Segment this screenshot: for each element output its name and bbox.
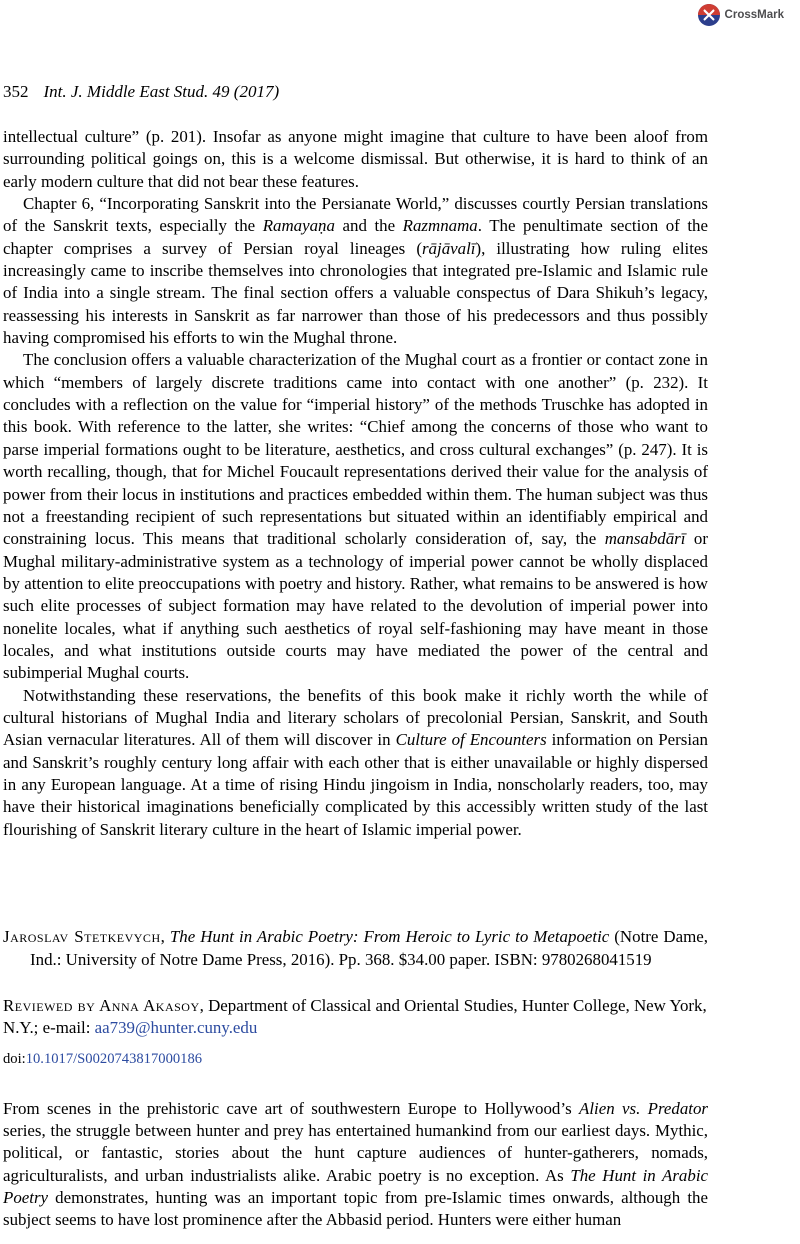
- crossmark-icon: [698, 4, 720, 26]
- review-entry: [3, 925, 708, 1232]
- reviewer-line: [3, 995, 708, 1040]
- journal-title: Int. J. Middle East Stud. 49 (2017): [43, 82, 280, 101]
- text-segment: and the: [334, 216, 403, 236]
- text-segment: mansabdārī: [604, 529, 686, 549]
- content-column: [3, 126, 708, 1232]
- text-segment: Culture of Encounters: [395, 730, 547, 750]
- paragraph-closing: [3, 685, 708, 841]
- email-link[interactable]: aa739@hunter.cuny.edu: [94, 1018, 258, 1038]
- text-segment: Ramayaṇa: [262, 216, 335, 236]
- text-segment: From scenes in the prehistoric cave art of southwestern Europe to Hollywood’s: [3, 1098, 579, 1118]
- text-segment: , Department of Classical and Oriental Studies, Hunter College, New York, N.Y.; e-mail:: [3, 996, 707, 1038]
- paragraph-conclusion: [3, 349, 708, 684]
- book-title: The Hunt in Arabic Poetry: From Heroic to Lyric to Metapoetic: [169, 927, 610, 946]
- text-segment: intellectual culture” (p. 201). Insofar as anyone might imagine that culture to have been aloof from surrounding political goings on, this is a welcome dismissal. But otherwise, it is hard to think of an early modern culture that did not bear these features.: [3, 127, 708, 191]
- text-segment: Notwithstanding these reservations, the benefits of this book make it richly worth the while of cultural historians of Mughal India and literary scholars of precolonial Persian, Sanskrit, and South Asian vernacular literatures. All of them will discover in: [3, 685, 708, 750]
- text-segment: or Mughal military-administrative system as a technology of imperial power cannot be wholly displaced by attention to elite preoccupations with poetry and history. Rather, what remains to be answered is how such elite processes of subject formation may have related to the devolution of imperial power into nonelite locales, what if anything such aesthetics of royal self-fashioning may have meant in those locales, and what institutions outside courts may have mediated the power of the central and subimperial Mughal courts.: [3, 529, 709, 683]
- paragraph-chapter6: [3, 193, 708, 349]
- text-segment: Razmnama: [402, 216, 478, 236]
- review-author-name: Jaroslav Stetkevych: [3, 927, 161, 946]
- page-number: 352: [3, 82, 29, 101]
- reviewer-name: Reviewed by Anna Akasoy: [3, 996, 200, 1015]
- text-segment: The Hunt in Arabic Poetry: [3, 1165, 709, 1208]
- doi-link[interactable]: 10.1017/S0020743817000186: [25, 1050, 203, 1067]
- text-segment: . The penultimate section of the chapter comprises a survey of Persian royal lineages (: [3, 216, 708, 258]
- text-segment: Alien vs. Predator: [579, 1098, 708, 1118]
- text-segment: rājāvalī: [421, 238, 476, 258]
- text-segment: ,: [160, 927, 170, 946]
- text-segment: ), illustrating how ruling elites increasingly came to inscribe themselves into chronologies that integrated pre-Islamic and Islamic rule of India into a single stream. The final section offers a valuable conspectus of Dara Shikuh’s legacy, reassessing his interests in Sanskrit as far narrower than those of his predecessors and thus possibly having compromised his efforts to win the Mughal throne.: [3, 238, 708, 348]
- review-opening-paragraph: [3, 1098, 708, 1232]
- running-head: [3, 82, 279, 102]
- text-segment: information on Persian and Sanskrit’s roughly century long affair with each other that is either unavailable or highly dispersed in any European language. At a time of rising Hindu jingoism in India, nonscholarly readers, too, may have their historical imaginations beneficially complicated by this accessibly written study of the last flourishing of Sanskrit literary culture in the heart of Islamic imperial power.: [3, 730, 709, 839]
- text-segment: Chapter 6, “Incorporating Sanskrit into the Persianate World,” discusses courtly Persian translations of the Sanskrit texts, especially the: [3, 194, 708, 236]
- doi-line: [3, 1050, 708, 1068]
- review-citation: [3, 925, 708, 971]
- doi-prefix: doi:: [3, 1050, 26, 1067]
- crossmark-label: CrossMark: [724, 9, 784, 21]
- crossmark-badge[interactable]: [698, 4, 784, 26]
- text-segment: The conclusion offers a valuable characterization of the Mughal court as a frontier or contact zone in which “members of largely discrete traditions came into contact with one another” (p. 232). It concludes with a reflection on the value for “imperial history” of the methods Truschke has adopted in this book. With reference to the latter, she writes: “Chief among the concerns of those who want to parse imperial formations ought to be literature, aesthetics, and cross cultural exchanges” (p. 247). It is worth recalling, though, that for Michel Foucault representations derived their value for the analysis of power from their locus in institutions and practices embedded within them. The human subject was thus not a freestanding recipient of such representations but situated within an identifiably empirical and constraining locus. This means that traditional scholarly consideration of, say, the: [3, 350, 708, 549]
- paragraph-continuation: [3, 126, 708, 193]
- text-segment: (Notre Dame, Ind.: University of Notre Dame Press, 2016). Pp. 368. $34.00 paper. ISBN: 9780268041519: [30, 927, 708, 969]
- text-segment: demonstrates, hunting was an important topic from pre-Islamic times onwards, although the subject seems to have lost prominence after the Abbasid period. Hunters were either human: [3, 1188, 708, 1230]
- text-segment: series, the struggle between hunter and prey has entertained humankind from our earliest days. Mythic, political, or fantastic, stories about the hunt capture audiences of hunter-gatherers, nomads, agriculturalists, and urban industrialists alike. Arabic poetry is no exception. As: [3, 1121, 708, 1185]
